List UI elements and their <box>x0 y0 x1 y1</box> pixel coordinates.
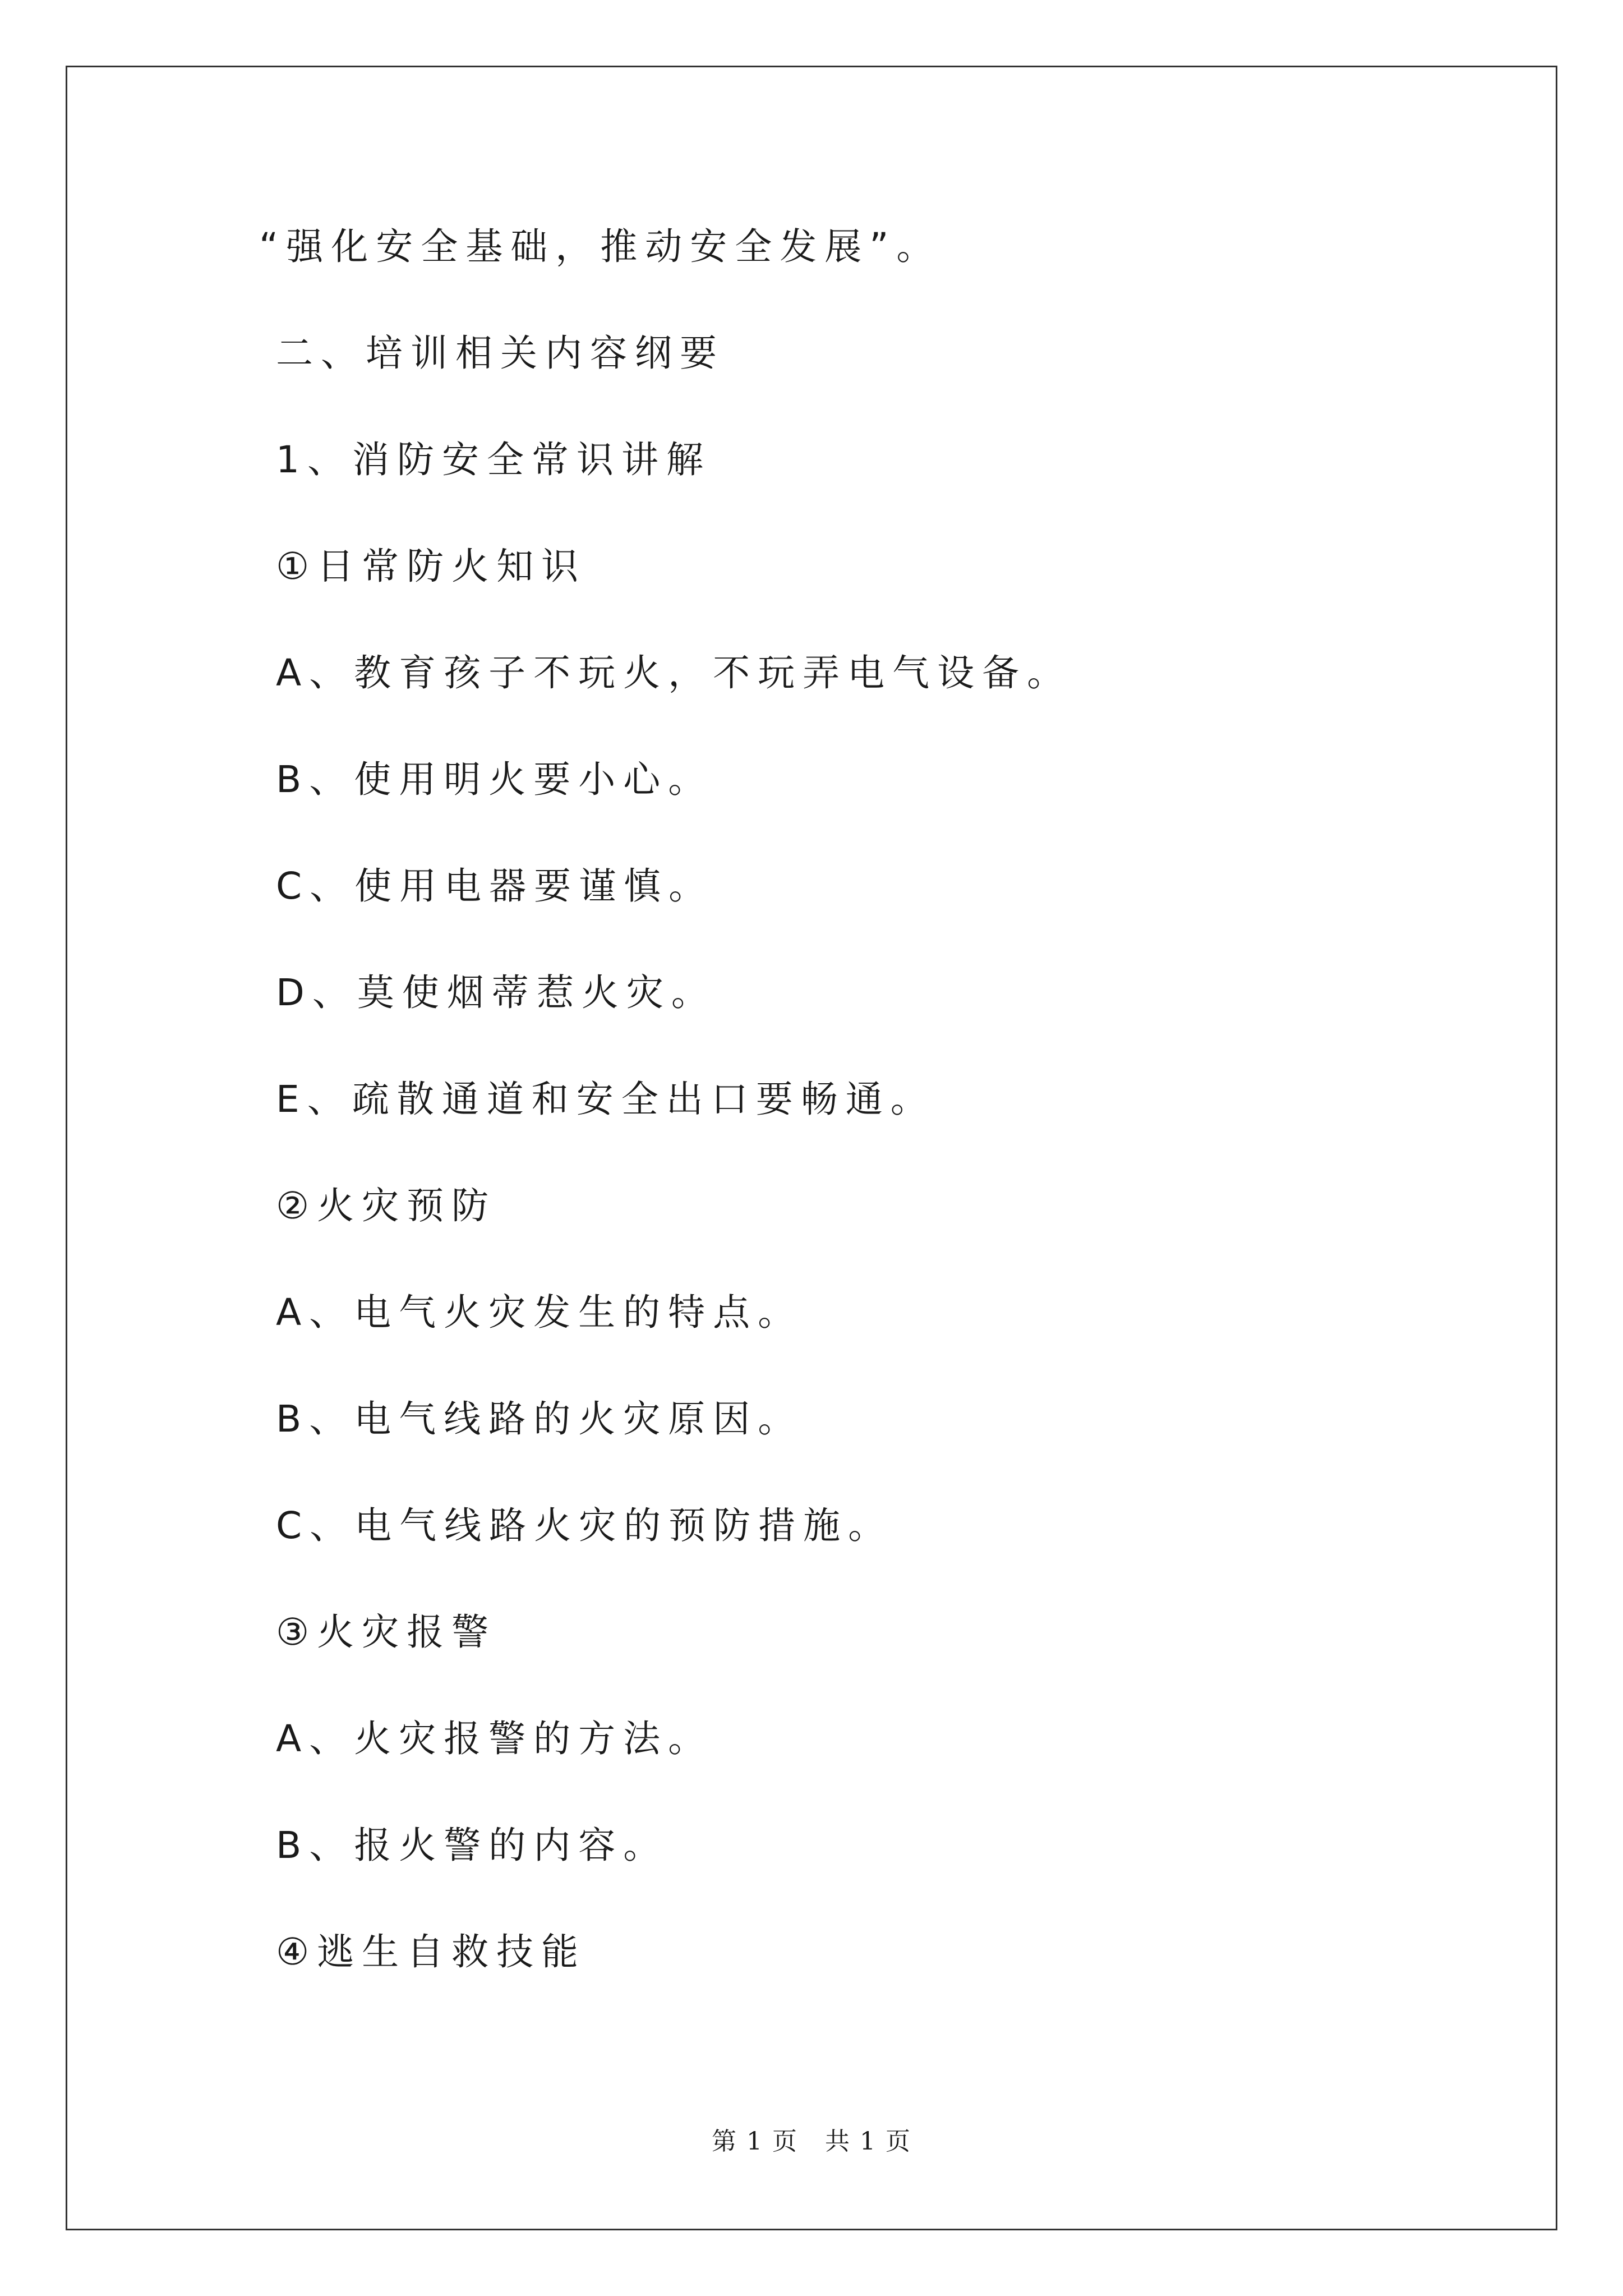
list-item: B、报火警的内容。 <box>276 1824 668 1867</box>
page-footer: 第 1 页 共 1 页 <box>712 2127 911 2156</box>
list-item: A、电气火灾发生的特点。 <box>276 1291 803 1334</box>
subsection-heading: 1、消防安全常识讲解 <box>276 438 711 481</box>
list-item: A、火灾报警的方法。 <box>276 1717 713 1760</box>
item-heading: ④逃生自救技能 <box>276 1930 587 1973</box>
list-item: B、使用明火要小心。 <box>276 758 713 801</box>
item-heading: ①日常防火知识 <box>276 545 587 588</box>
list-item: B、电气线路的火灾原因。 <box>276 1397 803 1441</box>
section-heading: 二、培训相关内容纲要 <box>276 332 725 375</box>
list-item: E、疏散通道和安全出口要畅通。 <box>276 1078 935 1121</box>
list-item: C、使用电器要谨慎。 <box>276 864 714 908</box>
list-item: D、莫使烟蒂惹火灾。 <box>276 971 716 1014</box>
list-item: C、电气线路火灾的预防措施。 <box>276 1504 893 1547</box>
item-heading: ③火灾报警 <box>276 1611 497 1654</box>
text-line-quote: “强化安全基础，推动安全发展”。 <box>259 225 942 268</box>
list-item: A、教育孩子不玩火，不玩弄电气设备。 <box>276 651 1072 694</box>
item-heading: ②火灾预防 <box>276 1184 497 1227</box>
